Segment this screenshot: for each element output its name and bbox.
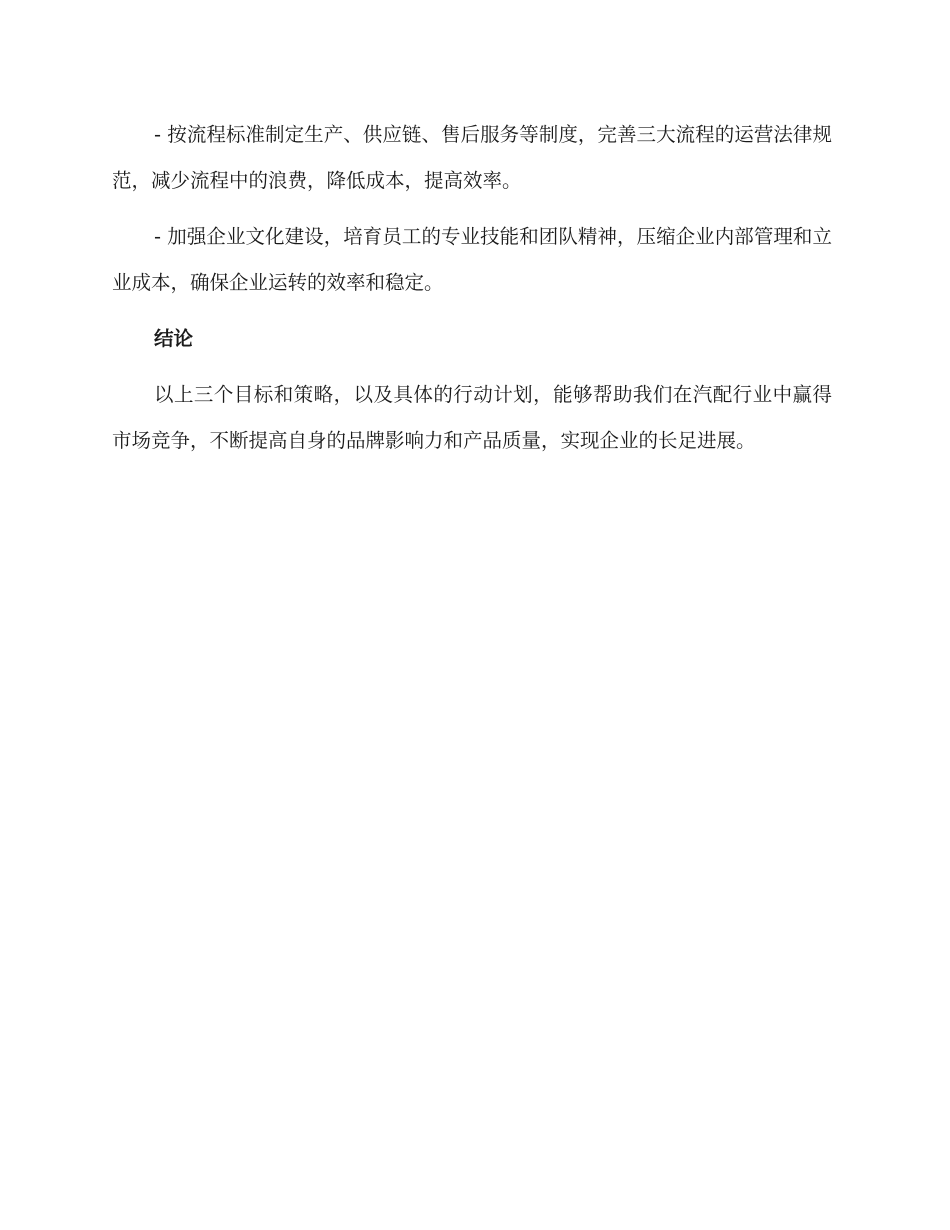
conclusion-paragraph: 以上三个目标和策略，以及具体的行动计划，能够帮助我们在汽配行业中赢得市场竞争，不断提高自身的品牌影响力和产品质量，实现企业的长足进展。 [112,383,832,452]
bullet-paragraph-process-standards: - 按流程标准制定生产、供应链、售后服务等制度，完善三大流程的运营法律规范，减少流程中的浪费，降低成本，提高效率。 [112,123,832,192]
bullet-paragraph-corporate-culture: - 加强企业文化建设，培育员工的专业技能和团队精神，压缩企业内部管理和立业成本，确保企业运转的效率和稳定。 [112,225,832,294]
conclusion-heading: 结论 [154,327,194,350]
document-body [112,112,832,474]
